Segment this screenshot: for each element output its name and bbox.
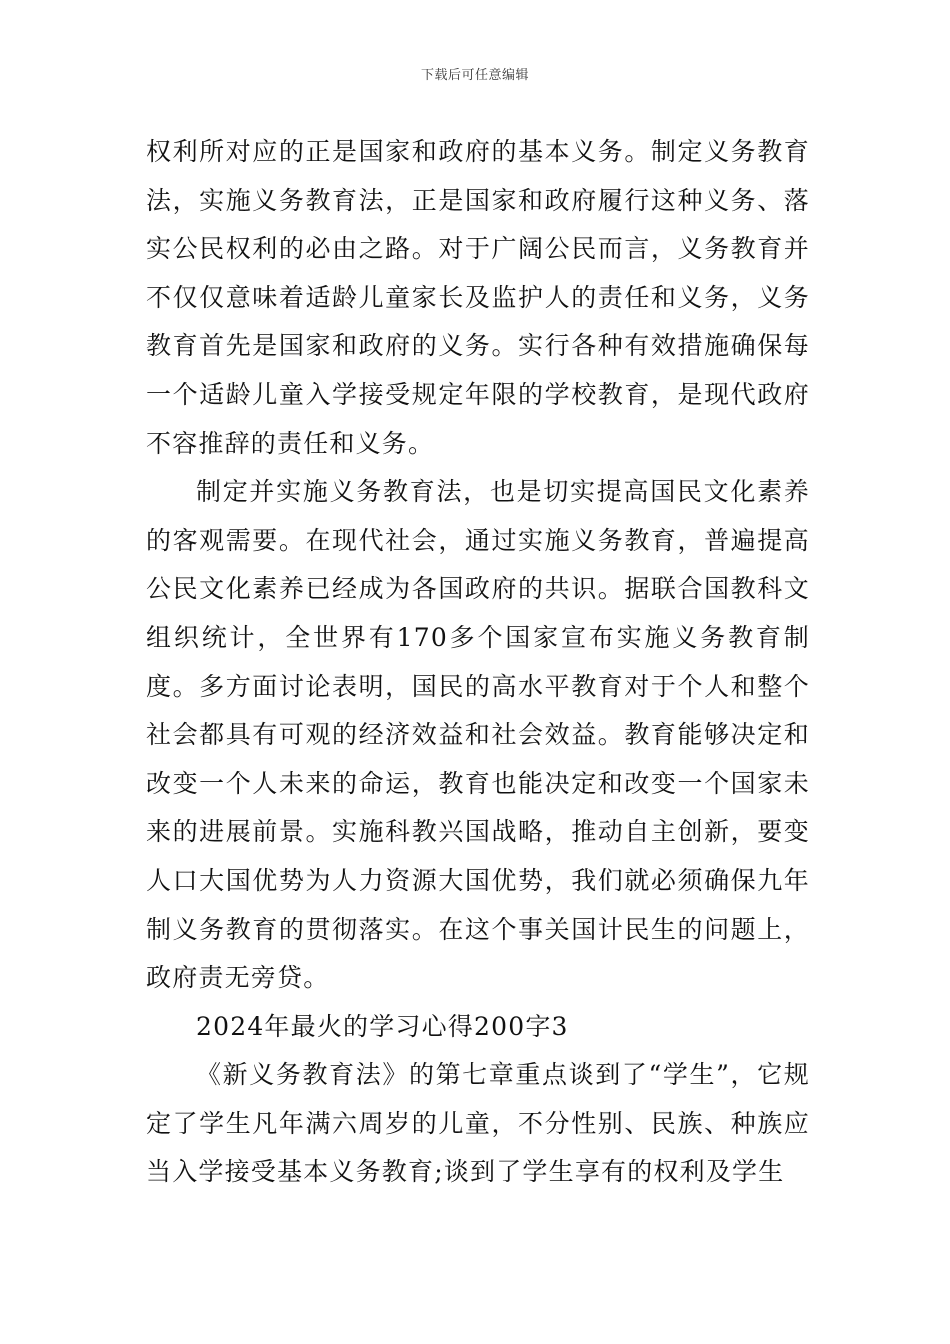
page-header: 下载后可任意编辑 bbox=[420, 68, 529, 83]
paragraph-new-law: 《新义务教育法》的第七章重点谈到了“学生”，它规定了学生凡年满六周岁的儿童，不分性别、民族、种族应当入学接受基本义务教育;谈到了学生享有的权利及学生 bbox=[146, 1060, 810, 1187]
section-heading: 2024年最火的学习心得200字3 bbox=[196, 1011, 569, 1041]
paragraph-continuation: 权利所对应的正是国家和政府的基本义务。制定义务教育法，实施义务教育法，正是国家和政府履行这种义务、落实公民权利的必由之路。对于广阔公民而言，义务教育并不仅仅意味着适龄儿童家长及监护人的责任和义务，义务教育首先是国家和政府的义务。实行各种有效措施确保每一个适龄儿童入学接受规定年限的学校教育，是现代政府不容推辞的责任和义务。 bbox=[146, 137, 810, 458]
paragraph-literacy: 制定并实施义务教育法，也是切实提高国民文化素养的客观需要。在现代社会，通过实施义务教育，普遍提高公民文化素养已经成为各国政府的共识。据联合国教科文组织统计，全世界有170多个国家宣布实施义务教育制度。多方面讨论表明，国民的高水平教育对于个人和整个社会都具有可观的经济效益和社会效益。教育能够决定和改变一个人未来的命运，教育也能决定和改变一个国家未来的进展前景。实施科教兴国战略，推动自主创新，要变人口大国优势为人力资源大国优势，我们就必须确保九年制义务教育的贯彻落实。在这个事关国计民生的问题上，政府责无旁贷。 bbox=[146, 477, 810, 993]
document-body bbox=[146, 128, 810, 1197]
